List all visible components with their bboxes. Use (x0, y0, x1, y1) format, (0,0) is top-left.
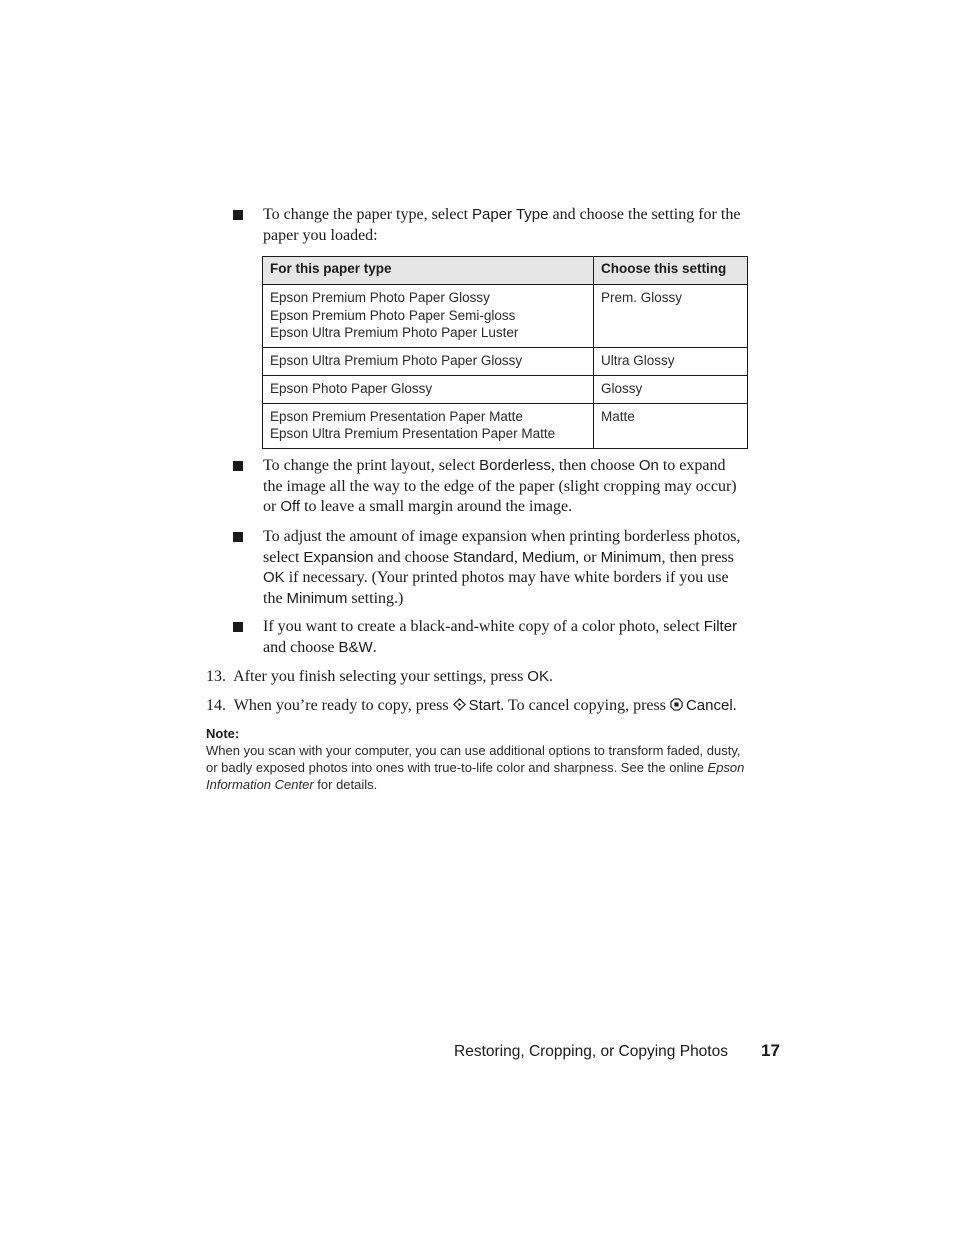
table-header-cell: For this paper type (263, 257, 594, 285)
paper-type-cell: Epson Ultra Premium Photo Paper Glossy (263, 347, 594, 375)
ui-label: Standard (453, 548, 514, 566)
step-number: 13. (206, 668, 226, 685)
setting-cell: Matte (594, 403, 748, 448)
bullet-borderless (233, 456, 745, 518)
ui-label: Cancel (685, 697, 733, 714)
table-row (263, 375, 748, 403)
ui-label: OK (263, 569, 285, 586)
ui-label: Medium (521, 548, 576, 566)
paper-type-cell: Epson Premium Presentation Paper Matte Epson Ultra Premium Presentation Paper Matte (263, 403, 594, 448)
table-header-row (263, 257, 748, 285)
bullet-square-icon (233, 461, 243, 471)
bullet-text: To change the paper type, select Paper Type and choose the setting for the paper you loaded: (263, 206, 741, 244)
ui-label: Filter (703, 618, 738, 635)
bullet-text: To change the print layout, select Borderless, then choose On to expand the image all the way to the edge of the paper (slight cropping may occur) or Off to leave a small margin around the image. (263, 457, 737, 515)
bullet-filter (233, 617, 745, 658)
bullet-text: If you want to create a black-and-white copy of a color photo, select Filter and choose B&W. (263, 618, 738, 656)
start-diamond-icon (453, 698, 466, 711)
bullet-square-icon (233, 210, 243, 220)
setting-cell: Prem. Glossy (594, 285, 748, 348)
step-14: 14. When you’re ready to copy, press Start. To cancel copying, press Cancel. (206, 697, 737, 714)
setting-cell: Glossy (594, 375, 748, 403)
page-number: 17 (761, 1041, 780, 1060)
ui-label: Borderless (479, 457, 551, 474)
cancel-stop-icon (670, 698, 683, 711)
bullet-paper-type (233, 205, 745, 246)
ui-label: On (638, 457, 659, 474)
ui-label: Paper Type (472, 206, 549, 223)
ui-label: OK (527, 668, 549, 685)
paper-type-cell: Epson Photo Paper Glossy (263, 375, 594, 403)
table-header-cell: Choose this setting (594, 257, 748, 285)
ui-label: Minimum (600, 548, 662, 566)
paper-type-table (262, 256, 748, 449)
bullet-square-icon (233, 532, 243, 542)
ui-label: B&W (338, 638, 373, 656)
footer-section-title: Restoring, Cropping, or Copying Photos (454, 1043, 728, 1060)
ui-label: Expansion (303, 548, 374, 566)
note-heading: Note: (206, 726, 240, 741)
bullet-square-icon (233, 622, 243, 632)
note-body: When you scan with your computer, you can use additional options to transform faded, dusty, or badly exposed photos into ones with true-to-life color and sharpness. See the online Epson Information Center for details. (206, 743, 745, 792)
table-row (263, 285, 748, 348)
ui-label: Start (468, 697, 501, 714)
ui-label: Minimum (286, 589, 348, 607)
table-row (263, 347, 748, 375)
bullet-text: To adjust the amount of image expansion when printing borderless photos, select Expansion and choose Standard, Medium, or Minimum, then press OK if necessary. (Your printed photos may have white borders if you use the Minimum setting.) (263, 528, 741, 607)
step-number: 14. (206, 697, 226, 714)
note-emphasis: Epson Information Center (206, 760, 745, 792)
step-13: 13. After you finish selecting your settings, press OK. (206, 668, 553, 685)
paper-type-cell: Epson Premium Photo Paper Glossy Epson Premium Photo Paper Semi-gloss Epson Ultra Premium Photo Paper Luster (263, 285, 594, 348)
setting-cell: Ultra Glossy (594, 347, 748, 375)
bullet-expansion (233, 527, 745, 609)
ui-label: Off (280, 498, 301, 515)
table-row (263, 403, 748, 448)
